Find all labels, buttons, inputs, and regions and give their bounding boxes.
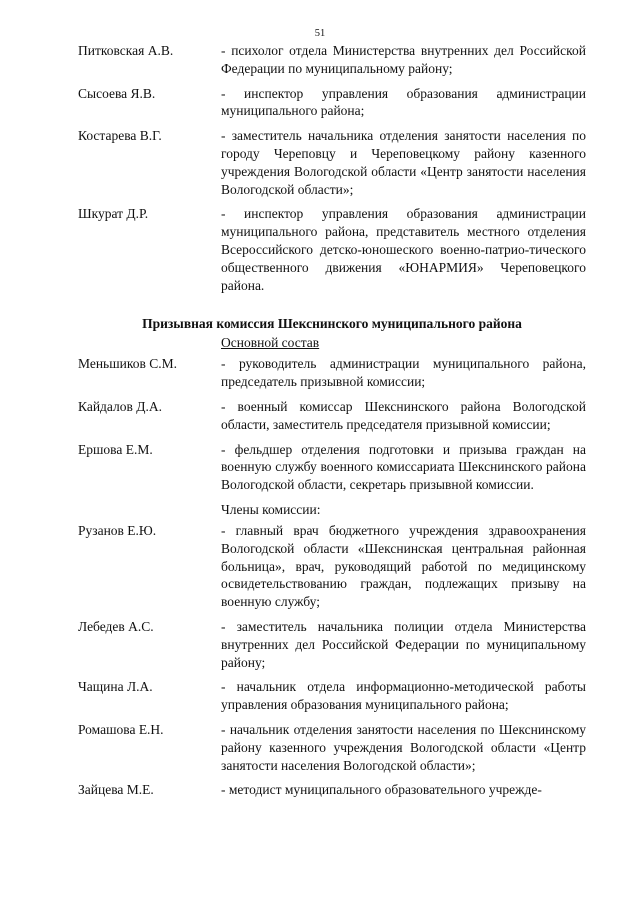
list-item bbox=[78, 398, 586, 434]
person-name: Ромашова Е.Н. bbox=[78, 721, 164, 737]
list-item bbox=[78, 42, 586, 78]
page-number: 51 bbox=[314, 28, 326, 39]
person-name: Костарева В.Г. bbox=[78, 128, 162, 144]
person-name: Зайцева М.Е. bbox=[78, 782, 154, 798]
person-name: Меньшиков С.М. bbox=[78, 356, 177, 372]
section-title: Призывная комиссия Шекснинского муниципального района bbox=[142, 316, 522, 332]
person-position: - руководитель администрации муниципального района, председатель призывной комиссии; bbox=[221, 356, 586, 390]
person-name: Питковская А.В. bbox=[78, 43, 174, 58]
member-entries bbox=[78, 522, 586, 799]
list-item bbox=[78, 721, 586, 774]
person-position: - инспектор управления образования администрации муниципального района; bbox=[221, 85, 586, 119]
main-entries bbox=[78, 355, 586, 494]
list-item bbox=[78, 522, 586, 611]
list-item bbox=[78, 355, 586, 391]
person-name: Сысоева Я.В. bbox=[78, 85, 156, 101]
person-position: - военный комиссар Шекснинского района Вологодской области, заместитель председателя призывной комиссии; bbox=[221, 398, 586, 432]
list-item bbox=[78, 85, 586, 121]
person-name: Шкурат Д.Р. bbox=[78, 206, 149, 222]
document-body bbox=[78, 42, 586, 806]
list-item bbox=[78, 678, 586, 714]
person-name: Чащина Л.А. bbox=[78, 679, 153, 695]
list-item bbox=[78, 205, 586, 294]
person-position: - методист муниципального образовательного учрежде- bbox=[221, 782, 542, 798]
list-item bbox=[78, 441, 586, 494]
person-position: - заместитель начальника полиции отдела Министерства внутренних дел Российской Федерации по муниципальному району; bbox=[221, 618, 586, 670]
main-composition-label: Основной состав bbox=[221, 335, 320, 351]
list-item bbox=[78, 618, 586, 671]
person-position: - фельдшер отделения подготовки и призыва граждан на военную службу военного комиссариата Шекснинского района Вологодской области, секретарь призывной комиссии. bbox=[221, 441, 586, 493]
person-position: - заместитель начальника отделения занятости населения по городу Череповцу и Череповецкому району казенного учреждения Вологодской области «Центр занятости населения Вологодской области»; bbox=[221, 128, 586, 197]
person-position: - начальник отделения занятости населения по Шекснинскому району казенного учреждения Вологодской области «Центр занятости населения Вологодской области»; bbox=[221, 721, 586, 773]
person-name: Лебедев А.С. bbox=[78, 618, 154, 634]
person-name: Рузанов Е.Ю. bbox=[78, 522, 157, 538]
person-name: Кайдалов Д.А. bbox=[78, 398, 162, 414]
person-position: - психолог отдела Министерства внутренних дел Российской Федерации по муниципальному району; bbox=[221, 43, 586, 76]
person-position: - инспектор управления образования администрации муниципального района, представитель местного отделения Всероссийского детско-юношеского военно-патрио-тического общественного движения «ЮНАРМИЯ» Череповецкого района. bbox=[221, 206, 586, 293]
person-position: - главный врач бюджетного учреждения здравоохранения Вологодской области «Шекснинская центральная районная больница», врач, руководящий работой по медицинскому освидетельствованию граждан, подлежащих призыву на военную службу; bbox=[221, 522, 586, 610]
list-item bbox=[78, 127, 586, 198]
person-position: - начальник отдела информационно-методической работы управления образования муниципального района; bbox=[221, 679, 586, 713]
list-item bbox=[78, 781, 586, 799]
members-label: Члены комиссии: bbox=[221, 501, 321, 517]
entries-before bbox=[78, 42, 586, 294]
person-name: Ершова Е.М. bbox=[78, 441, 153, 457]
